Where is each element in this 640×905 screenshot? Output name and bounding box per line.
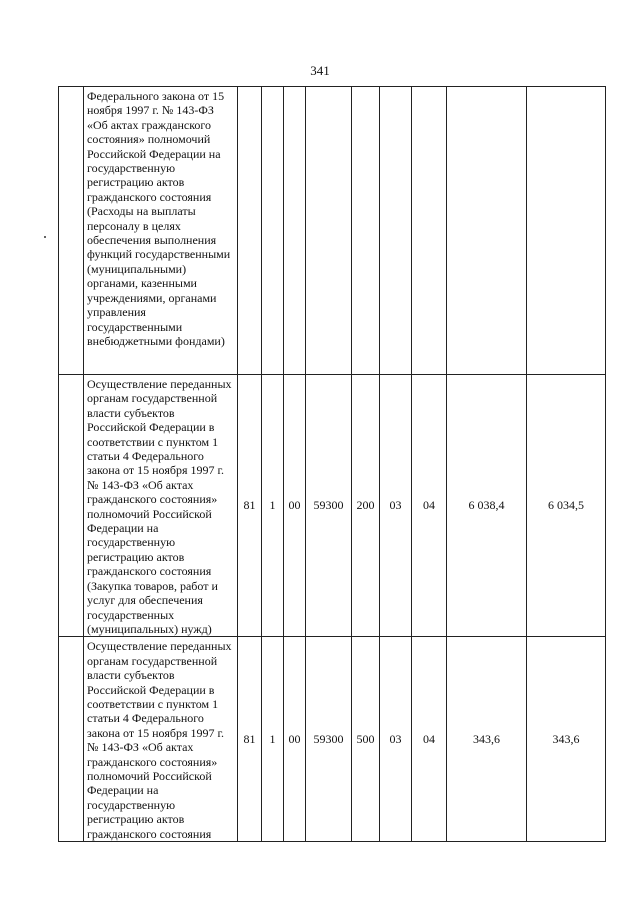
direction-cell: [306, 87, 352, 375]
index-cell: [59, 637, 84, 842]
scan-speck: [44, 236, 46, 238]
subsection-cell: [380, 87, 412, 375]
amount2-cell: 343,6: [527, 637, 606, 842]
budget-table-container: [58, 86, 606, 842]
direction-cell: 59300: [306, 637, 352, 842]
table-row: [59, 375, 606, 637]
description-cell: Осуществление переданных органам государственной власти субъектов Российской Федерации в соответствии с пунктом 1 статьи 4 Федерального закона от 15 ноября 1997 г. № 143-ФЗ «Об актах гражданского состояния» полномочий Российской Федерации на государственную регистрацию актов гражданского состояния (Закупка товаров, работ и услуг для обеспечения государственных (муниципальных) нужд): [84, 375, 238, 637]
description-cell: Федерального закона от 15 ноября 1997 г. № 143-ФЗ «Об актах гражданского состояния» полномочий Российской Федерации на государственную регистрацию актов гражданского состояния (Расходы на выплаты персоналу в целях обеспечения выполнения функций государственными (муниципальными) органами, казенными учреждениями, органами управления государственными внебюджетными фондами): [84, 87, 238, 375]
program-cell: [284, 87, 306, 375]
expense-type-cell: 200: [352, 375, 380, 637]
table-row: [59, 637, 606, 842]
expense-type-cell: [352, 87, 380, 375]
index-cell: [59, 87, 84, 375]
index-cell: [59, 375, 84, 637]
section-cell: [262, 87, 284, 375]
subsection-cell: 03: [380, 375, 412, 637]
page-number: 341: [310, 63, 330, 78]
section-cell: 1: [262, 637, 284, 842]
description-cell: Осуществление переданных органам государственной власти субъектов Российской Федерации в соответствии с пунктом 1 статьи 4 Федерального закона от 15 ноября 1997 г. № 143-ФЗ «Об актах гражданского состояния» полномочий Российской Федерации на государственную регистрацию актов гражданского состояния: [84, 637, 238, 842]
amount2-cell: 6 034,5: [527, 375, 606, 637]
code-cell: 81: [238, 375, 262, 637]
table-row: [59, 87, 606, 375]
subsection2-cell: 04: [412, 637, 447, 842]
amount1-cell: 6 038,4: [447, 375, 527, 637]
amount2-cell: [527, 87, 606, 375]
code-cell: 81: [238, 637, 262, 842]
code-cell: [238, 87, 262, 375]
program-cell: 00: [284, 637, 306, 842]
expense-type-cell: 500: [352, 637, 380, 842]
subsection-cell: 03: [380, 637, 412, 842]
amount1-cell: [447, 87, 527, 375]
direction-cell: 59300: [306, 375, 352, 637]
amount1-cell: 343,6: [447, 637, 527, 842]
program-cell: 00: [284, 375, 306, 637]
subsection2-cell: [412, 87, 447, 375]
budget-table: [58, 86, 606, 842]
section-cell: 1: [262, 375, 284, 637]
subsection2-cell: 04: [412, 375, 447, 637]
